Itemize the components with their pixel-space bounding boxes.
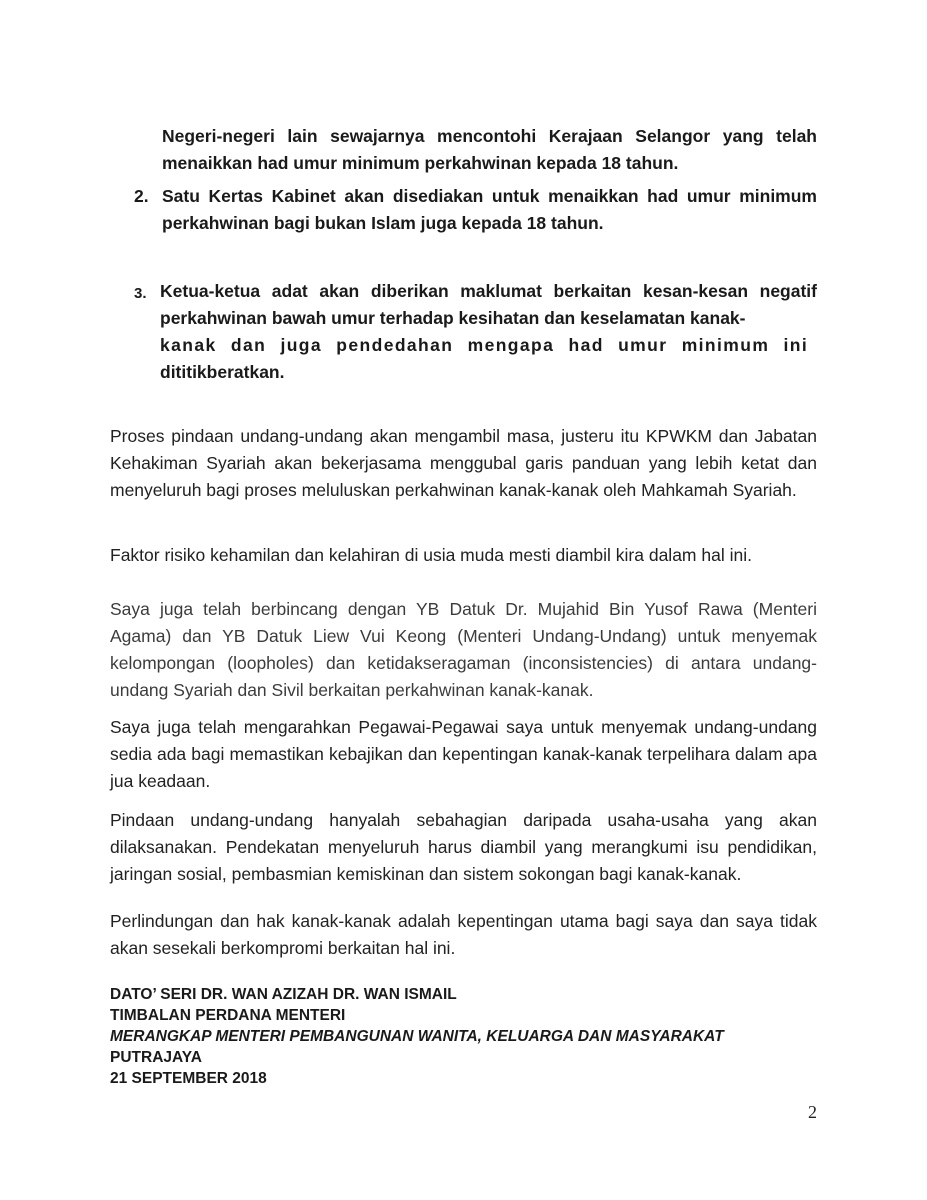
paragraph-mengarahkan: Saya juga telah mengarahkan Pegawai-Pegawai saya untuk menyemak undang-undang sedia ada bagi memastikan kebajikan dan kepentingan kanak-kanak terpelihara dalam apa jua keadaan.: [110, 717, 817, 791]
list-number-2: 2.: [134, 186, 149, 206]
list-item-3-line2: kanak dan juga pendedahan mengapa had umur minimum ini: [160, 335, 809, 355]
page-number: 2: [808, 1102, 817, 1122]
list-item-continuation: Negeri-negeri lain sewajarnya mencontohi Kerajaan Selangor yang telah menaikkan had umur minimum perkahwinan kepada 18 tahun.: [162, 126, 817, 173]
signature-block: [110, 984, 817, 1089]
paragraph-pindaan: Pindaan undang-undang hanyalah sebahagian daripada usaha-usaha yang akan dilaksanakan. Pendekatan menyeluruh harus diambil yang merangkumi isu pendidikan, jaringan sosial, pembasmian kemiskinan dan sistem sokongan bagi kanak-kanak.: [110, 810, 817, 884]
paragraph-faktor: Faktor risiko kehamilan dan kelahiran di usia muda mesti diambil kira dalam hal ini.: [110, 545, 752, 565]
list-item-3-line3: dititikberatkan.: [160, 362, 285, 382]
paragraph-berbincang: Saya juga telah berbincang dengan YB Datuk Dr. Mujahid Bin Yusof Rawa (Menteri Agama) dan YB Datuk Liew Vui Keong (Menteri Undang-Undang) untuk menyemak kelompongan (loopholes) dan ketidakseragaman (inconsistencies) di antara undang-undang Syariah dan Sivil berkaitan perkahwinan kanak-kanak.: [110, 599, 817, 700]
list-item-3: [160, 278, 817, 386]
signature-title: TIMBALAN PERDANA MENTERI: [110, 1007, 346, 1024]
signature-location: PUTRAJAYA: [110, 1049, 202, 1066]
list-item-3-line1: Ketua-ketua adat akan diberikan maklumat berkaitan kesan-kesan negatif perkahwinan bawah umur terhadap kesihatan dan keselamatan kanak-: [160, 281, 817, 328]
paragraph-proses: Proses pindaan undang-undang akan mengambil masa, justeru itu KPWKM dan Jabatan Kehakiman Syariah akan bekerjasama menggubal garis panduan yang lebih ketat dan menyeluruh bagi proses meluluskan perkahwinan kanak-kanak oleh Mahkamah Syariah.: [110, 426, 817, 500]
list-item-2: Satu Kertas Kabinet akan disediakan untuk menaikkan had umur minimum perkahwinan bagi bukan Islam juga kepada 18 tahun.: [162, 186, 817, 233]
signature-name: DATO’ SERI DR. WAN AZIZAH DR. WAN ISMAIL: [110, 986, 457, 1003]
paragraph-perlindungan: Perlindungan dan hak kanak-kanak adalah kepentingan utama bagi saya dan saya tidak akan sesekali berkompromi berkaitan hal ini.: [110, 911, 817, 958]
signature-date: 21 SEPTEMBER 2018: [110, 1070, 267, 1087]
signature-role: MERANGKAP MENTERI PEMBANGUNAN WANITA, KELUARGA DAN MASYARAKAT: [110, 1028, 724, 1045]
list-number-3: 3.: [134, 285, 147, 302]
